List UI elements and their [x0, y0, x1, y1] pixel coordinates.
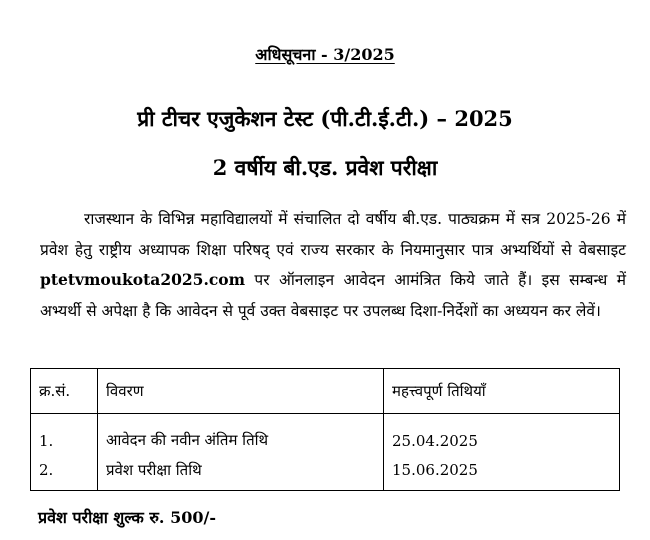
paragraph-text-start: राजस्थान के विभिन्न महाविद्यालयों में संचालित दो वर्षीय बी.एड. पाठ्यक्रम में सत्र 2025-26 में प्रवेश हेतु राष्ट्रीय अध्यापक शिक्षा परिषद् एवं राज्य सरकार के नियमानुसार पात्र अभ्यर्थियों से वेबसाइट: [40, 210, 626, 259]
notice-number-text: अधिसूचना - 3/2025: [255, 45, 395, 64]
table-row: [31, 450, 620, 491]
row-serial: 1.: [31, 414, 98, 451]
header-dates: महत्त्वपूर्ण तिथियाँ: [384, 369, 620, 414]
table-header-row: [31, 369, 620, 414]
row-description: आवेदन की नवीन अंतिम तिथि: [98, 414, 384, 451]
important-dates-table: [30, 368, 620, 491]
page-subtitle: 2 वर्षीय बी.एड. प्रवेश परीक्षा: [212, 155, 438, 180]
row-date: 25.04.2025: [384, 414, 620, 451]
header-serial: क्र.सं.: [31, 369, 98, 414]
header-description: विवरण: [98, 369, 384, 414]
exam-fee: प्रवेश परीक्षा शुल्क रु. 500/-: [38, 508, 216, 527]
notice-paragraph: [40, 204, 626, 326]
row-date: 15.06.2025: [384, 450, 620, 491]
notice-number: [0, 44, 650, 66]
row-serial: 2.: [31, 450, 98, 491]
page-title: प्री टीचर एजुकेशन टेस्ट (पी.टी.ई.टी.) – 2025: [137, 106, 513, 131]
website-name: ptetvmoukota2025.com: [40, 270, 246, 289]
paragraph-text-end: पर ऑनलाइन आवेदन आमंत्रित किये जाते हैं। इस सम्बन्ध में अभ्यर्थी से अपेक्षा है कि आवेदन से पूर्व उक्त वेबसाइट पर उपलब्ध दिशा-निर्देशों का अध्ययन कर लेवें।: [40, 271, 626, 320]
row-description: प्रवेश परीक्षा तिथि: [98, 450, 384, 491]
table-row: [31, 414, 620, 451]
